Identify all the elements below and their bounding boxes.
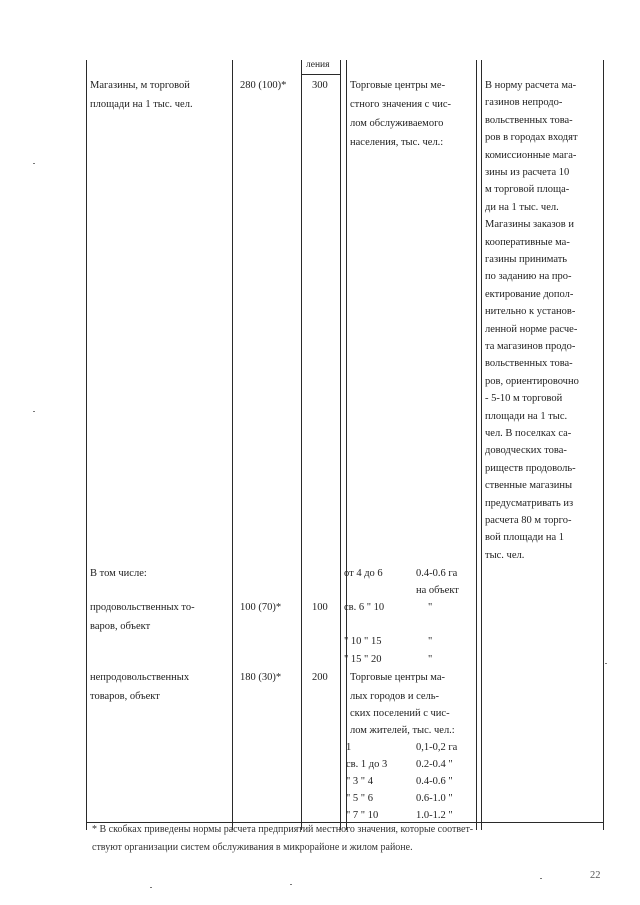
tc-small-line-4: лом жителей, тыс. чел.: [350,725,455,736]
header-fragment: ления [306,60,330,70]
tc-local-line-2: стного значения с чис- [350,99,452,110]
note-line-26: расчета 80 м торго- [485,515,572,526]
small-row-1-pop: 1 [346,742,352,753]
col-divider-3 [340,60,341,830]
food-label-line-2: варов, объект [90,621,151,632]
shops-label-line-2: площади на 1 тыс. чел. [90,99,193,110]
note-line-24: ственные магазины [485,480,573,492]
tc-small-line-1: Торговые центры ма- [350,672,445,683]
note-line-18: ров, ориентировочно [485,375,579,387]
note-line-9: Магазины заказов и [485,219,574,231]
note-line-7: м торговой площа- [485,184,570,196]
small-row-4-pop: " 5 " 6 [346,793,373,804]
tc-row-1-area: 0.4-0.6 га [416,568,458,579]
food-label-line-1: продовольственных то- [90,602,195,613]
scan-speck [290,884,292,885]
note-line-1: В норму расчета ма- [485,80,577,91]
note-line-14: нительно к установ- [485,306,576,318]
note-line-4: ров в городах входят [485,132,578,144]
nonfood-label-line-2: товаров, объект [90,691,160,702]
scan-speck [540,878,542,879]
shops-norm-value: 280 (100)* [240,80,287,91]
shops-label-line-1: Магазины, м торговой [90,80,190,91]
col-divider-4 [346,60,347,830]
note-line-22: доводческих това- [485,445,567,457]
footnote-line-1: * В скобках приведены нормы расчета предприятий местного значения, которые соответ- [92,824,474,835]
tc-row-1-area-unit: на объект [416,585,459,596]
footnote-line-2: ствуют организации систем обслуживания в микрорайоне и жилом районе. [92,842,413,853]
small-row-1-area: 0,1-0,2 га [416,742,458,753]
including-label: В том числе: [90,568,147,579]
table-border-right [603,60,604,830]
small-row-2-area: 0.2-0.4 " [416,759,453,770]
small-row-5-pop: " 7 " 10 [346,810,379,821]
tc-row-2-pop: св. 6 " 10 [344,602,385,613]
note-line-8: ди на 1 тыс. чел. [485,201,559,213]
small-row-3-pop: " 3 " 4 [346,776,373,787]
note-line-2: газинов непродо- [485,97,563,109]
nonfood-label-line-1: непродовольственных [90,672,190,683]
tc-local-line-3: лом обслуживаемого [350,118,444,129]
table-border-left [86,60,87,830]
nonfood-value-col3: 200 [312,672,328,683]
tc-row-3-area: " [428,636,433,647]
note-line-19: - 5-10 м торговой [485,393,563,405]
page-number: 22 [590,870,601,881]
tc-row-4-pop: " 15 " 20 [344,654,382,665]
food-norm-value: 100 (70)* [240,602,282,613]
note-line-25: предусматривать из [485,497,574,509]
scan-speck [605,663,607,664]
tc-row-3-pop: " 10 " 15 [344,636,382,647]
note-line-21: чел. В поселках са- [485,428,572,439]
tc-local-line-4: населения, тыс. чел.: [350,137,444,148]
note-line-10: кооперативные ма- [485,236,570,248]
scan-speck [33,411,35,412]
tc-row-1-pop: от 4 до 6 [344,568,383,579]
note-line-3: вольственных това- [485,114,573,126]
tc-small-line-3: ских поселений с чис- [350,708,450,719]
note-line-11: газины принимать [485,254,568,265]
col-divider-5 [476,60,477,830]
tc-row-4-area: " [428,654,433,665]
note-line-20: площади на 1 тыс. [485,410,568,422]
col-divider-2 [301,60,302,830]
note-line-12: по заданию на про- [485,271,572,283]
col-divider-6 [481,60,482,830]
scan-speck [33,163,35,164]
note-line-23: риществ продоволь- [485,462,576,474]
col-divider-1 [232,60,233,830]
food-value-col3: 100 [312,602,328,613]
nonfood-norm-value: 180 (30)* [240,672,282,683]
note-line-16: та магазинов продо- [485,341,576,352]
small-row-5-area: 1.0-1.2 " [416,810,453,821]
note-line-5: комиссионные магa- [485,149,577,161]
note-line-6: зины из расчета 10 [485,167,570,178]
tc-row-2-area: " [428,602,433,613]
note-line-13: ектирование допол- [485,288,574,300]
note-line-15: ленной норме расче- [485,323,578,335]
small-row-4-area: 0.6-1.0 " [416,793,453,804]
shops-value-col3: 300 [312,80,328,91]
note-line-27: вой площади на 1 [485,532,564,544]
tc-local-line-1: Торговые центры ме- [350,80,446,91]
small-row-2-pop: св. 1 до 3 [346,759,388,770]
note-line-28: тыс. чел. [485,549,525,561]
tc-small-line-2: лых городов и сель- [350,691,440,702]
note-line-17: вольственных това- [485,358,573,370]
small-row-3-area: 0.4-0.6 " [416,776,453,787]
scan-speck [150,887,152,888]
